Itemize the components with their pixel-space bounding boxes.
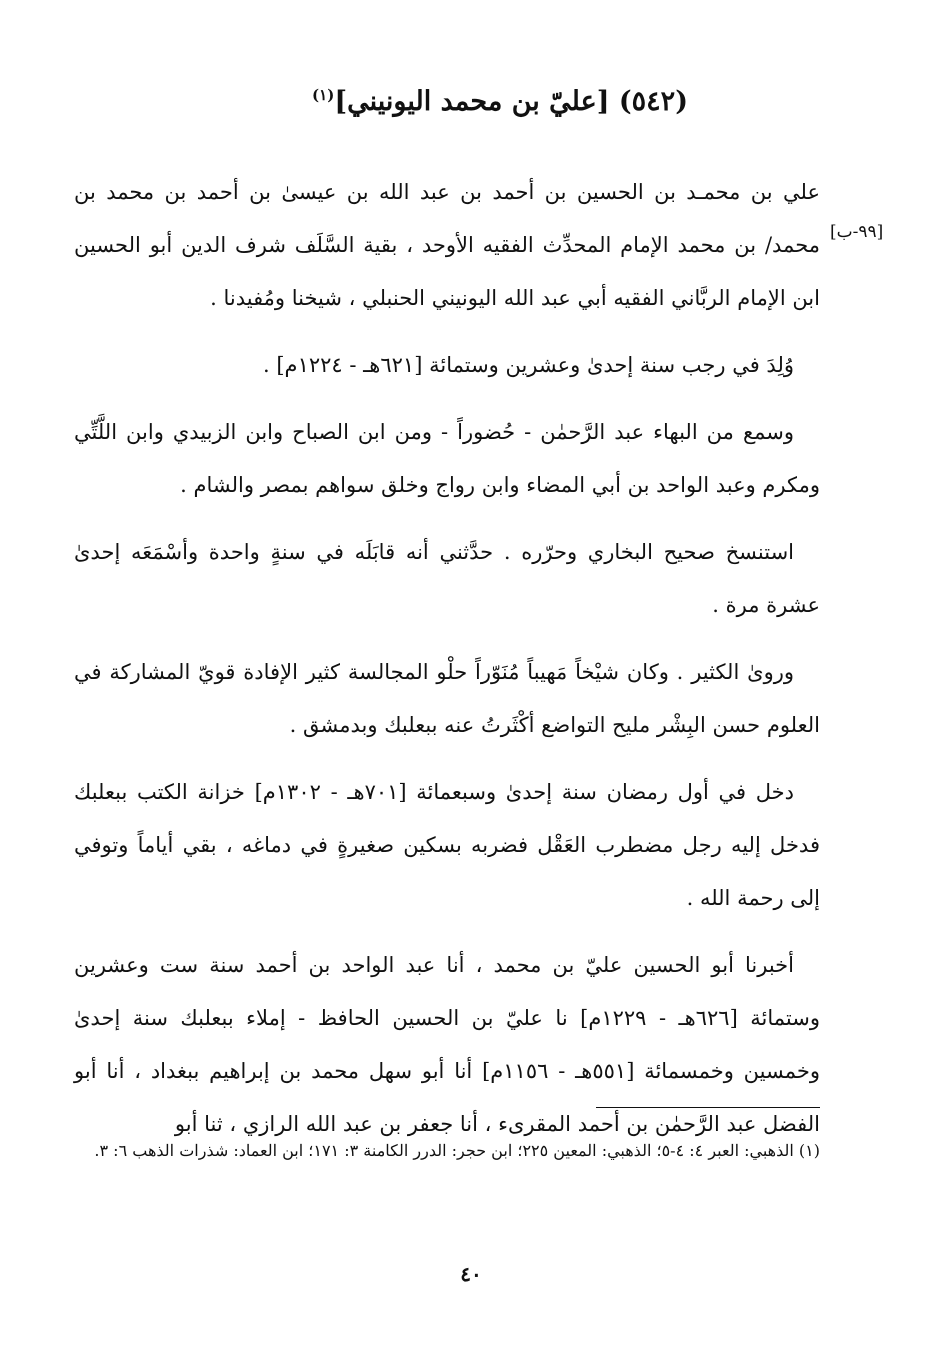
page-number: ٤٠ [460,1262,482,1286]
entry-body [74,166,820,1165]
paragraph-bukhari: استنسخ صحيح البخاري وحرّره . حدَّثني أنه قابَلَه في سنةٍ واحدة وأسْمَعَه إحدىٰ عشرة مرة . [74,540,820,617]
footnote-marker: (١) [312,86,335,104]
entry-heading [180,86,820,117]
footnote-text: (١) الذهبي: العبر ٤: ٤-٥؛ الذهبي: المعين ٢٢٥؛ ابن حجر: الدرر الكامنة ٣: ١٧١؛ ابن العماد: شذرات الذهب ٦: ٣. [94,1141,820,1160]
paragraph-teachers: وسمع من البهاء عبد الرَّحمٰن - حُضوراً - ومن ابن الصباح وابن الزبيدي وابن اللَّتِّي ومكرم وعبد الواحد بن أبي المضاء وابن رواج وخلق سواهم بمصر والشام . [74,420,820,497]
paragraph-character: وروىٰ الكثير . وكان شيْخاً مَهيباً مُنَوّراً حلْو المجالسة كثير الإفادة قويّ المشاركة في العلوم حسن البِشْر مليح التواضع أكْثَرتُ عنه ببعلبك وبدمشق . [74,660,820,737]
paragraph-birth: وُلِدَ في رجب سنة إحدىٰ وعشرين وستمائة [٦٢١هـ - ١٢٢٤م] . [263,353,794,377]
entry-title: (٥٤٢) [عليّ بن محمد اليونيني] [334,86,688,117]
paragraph-lineage: علي بن محمـد بن الحسين بن أحمد بن عبد الله بن عيسىٰ بن أحمد بن محمد بن محمد/ بن محمد الإمام المحدِّث الفقيه الأوحد ، بقية السَّلَف شرف الدين أبو الحسين ابن الإمام الربَّاني الفقيه أبي عبد الله اليونيني الحنبلي ، شيخنا ومُفيدنا . [74,180,820,310]
paragraph-isnad: أخبرنا أبو الحسين عليّ بن محمد ، أنا عبد الواحد بن أحمد سنة ست وعشرين وستمائة [٦٢٦هـ - ١٢٢٩م] نا عليّ بن الحسين الحافظ - إملاء ببعلبك سنة إحدىٰ وخمسين وخمسمائة [٥٥١هـ - ١١٥٦م] أنا أبو سهل محمد بن إبراهيم ببغداد ، أنا أبو الفضل عبد الرَّحمٰن بن أحمد المقرىء ، أنا جعفر بن عبد الله الرازي ، ثنا أبو [74,953,820,1136]
manuscript-folio-note: [٩٩-ب] [830,222,884,242]
footnote-divider [596,1107,820,1108]
paragraph-death: دخل في أول رمضان سنة إحدىٰ وسبعمائة [٧٠١هـ - ١٣٠٢م] خزانة الكتب ببعلبك فدخل إليه رجل مضطرب العَقْل فضربه بسكين صغيرةٍ في دماغه ، بقي أياماً وتوفي إلى رحمة الله . [74,780,820,910]
